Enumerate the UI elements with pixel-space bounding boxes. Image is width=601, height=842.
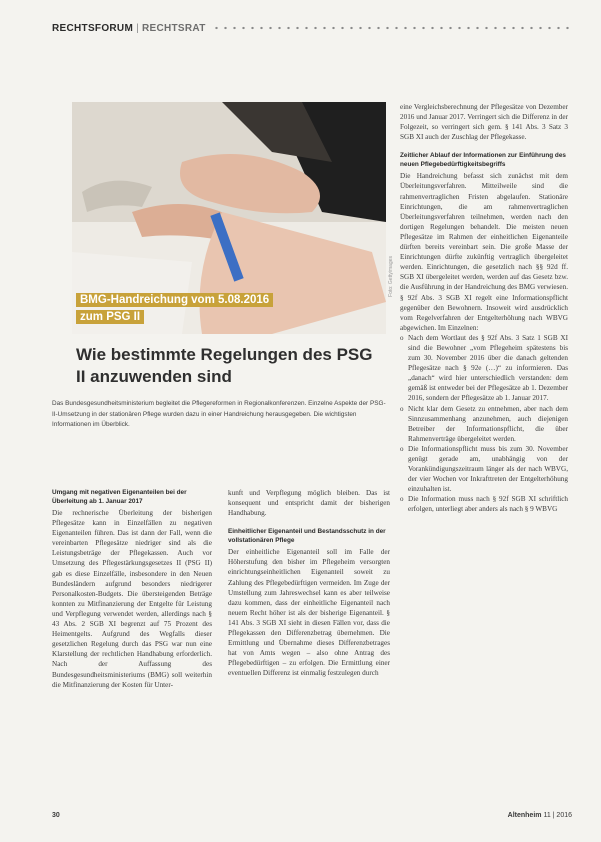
article-lead: Das Bundesgesundheitsministerium begleitet die Pflegereformen in Regionalkonferenzen. Einzelne Aspekte der PSG-II-Umsetzung in der stationären Pflege wurden dazu in einer Handreichung herausgegeben. Die wichtigsten Informationen im Überblick. — [52, 400, 386, 428]
column-1 — [52, 488, 212, 690]
photo-caption — [76, 292, 276, 326]
info-bullet-list — [400, 333, 568, 515]
list-item: o Nach dem Wortlaut des § 92f Abs. 3 Satz 1 SGB XI sind die Bewohner „vom Pflegeheim spätestens bis zum 30. November 2016 über die danach geltenden Pflegesätze nach § 92e (…)“ zu informieren. Das „danach“ wird hier unterschiedlich verstanden: dem gemäß ist entweder bei der Pflegesätze ab 1. Dezember 2016, sondern der Pflegesätze ab 1. Januar 2017. — [400, 333, 568, 404]
header-separator: | — [136, 22, 139, 34]
page-number: 30 — [52, 812, 60, 819]
column-2-text-1: kunft und Verpflegung möglich bleiben. Das ist konsequent und entspricht damit der bisherigen Handhabung. — [228, 489, 390, 518]
subsection-label: RECHTSRAT — [141, 22, 206, 34]
running-header — [52, 20, 572, 36]
subheading-negative-eigenanteile: Umgang mit negativen Eigenanteilen bei der Überleitung ab 1. Januar 2017 — [52, 489, 187, 505]
column-3 — [400, 102, 568, 515]
section-label: RECHTSFORUM — [52, 22, 134, 34]
photo-caption-text: BMG-Handreichung vom 5.08.2016 zum PSG II — [76, 293, 273, 324]
subheading-zeitlicher-ablauf: Zeitlicher Ablauf der Informationen zur Einführung des neuen Pflegebedürftigkeitsbegriffs — [400, 152, 566, 169]
issue-number: 11 | 2016 — [543, 812, 572, 819]
column-3-text-1: eine Vergleichsberechnung der Pflegesätze von Dezember 2016 und Januar 2017. Verringert sich die Differenz in der Folgezeit, so verringert sich gem. § 141 Abs. 3 Satz 3 SGB XI auch der Zuschlag der Pflegekasse. — [400, 103, 568, 142]
column-3-text-2: Die Handreichung befasst sich zunächst mit dem Überleitungsverfahren. Mitteilweile sind die rahmenvertraglichen Fristen abgelaufen. Stationäre Einrichtungen, die am rahmenvertraglichen Überleitungsverfahren teilnehmen, werden nach den dortigen Regelungen behandelt. Die meisten neuen Pflegesätze im Rahmen der einheitlichen Eigenanteile dürften bereits vereinbart sein. Die große Masse der Einrichtungen dürfte zukünftig vertraglich übergeleitet werden. Einrichtungen, die gesetzlich nach §§ 92d ff. SGB XI übergeleitet werden, werden auf das Gesetz bzw. die Ausführung in der Handreichung des BMG verwiesen. § 92f Abs. 3 SGB XI regelt eine Informationspflicht gegenüber den Bewohnern. Insoweit wird ausdrücklich vom Regelverfahren der Entgelterhöhung nach WBVG abgewichen. Im Einzelnen: — [400, 172, 568, 332]
magazine-info — [508, 812, 572, 819]
column-2-text-2: Der einheitliche Eigenanteil soll im Falle der Höherstufung den bisher im Pflegeheim versorgten einrichtungseinheitlichen Eigenanteil soweit zu Zahlung des Pflegebedürftigen vermeiden. Im Zuge der Umstellung zum Jahreswechsel kann es aber teilweise dazu kommen, dass der einheitliche Eigenanteil nach neuem Recht höher ist als der bisherige Eigenanteil. § 141 Abs. 3 SGB XI sieht in diesen Fällen vor, dass die Pflegekassen den Differenzbetrag übernehmen. Die Ermittlung und Übernahme dieses Differenzbetrages hat von Amts wegen – also ohne Antrag des Pflegebedürftigen – zu erfolgen. Die Ermittlung einer eventuellen Differenz ist einmalig festzulegen durch — [228, 548, 390, 678]
list-item: o Die Informationspflicht muss bis zum 30. November genügt gerade am, unabhängig von der Vorankündigungszeitraum länger als der nach WBVG, der vier Wochen vor Inkrafttreten der Entgelterhöhung einzuhalten ist. — [400, 444, 568, 494]
photo-credit: Foto: Gettyimages — [388, 256, 394, 297]
magazine-name: Altenheim — [507, 812, 542, 819]
column-2 — [228, 488, 390, 679]
subheading-einheitlicher-eigenanteil: Einheitlicher Eigenanteil und Bestandsschutz in der vollstationären Pflege — [228, 528, 386, 545]
list-item: o Nicht klar dem Gesetz zu entnehmen, aber nach dem Sinnzusammenhang anzunehmen, auch diejenigen Betreiber der Informationspflicht, die über Rahmenverträge übergeleitet werden. — [400, 404, 568, 444]
list-item: o Die Information muss nach § 92f SGB XI schriftlich erfolgen, unterliegt aber anders als nach § 9 WBVG — [400, 494, 568, 514]
dotted-rule — [212, 26, 572, 30]
article-title: Wie bestimmte Regelungen des PSG II anzuwenden sind — [76, 345, 373, 386]
column-1-text: Die rechnerische Überleitung der bisherigen Pflegesätze kann in Einzelfällen zu negativen Eigenanteilen führen. Das ist dann der Fall, wenn die vereinbarten Pflegesätze niedriger sind als die Leistungsbeträge der Pflegekassen. Auch vor Umsetzung des Pflegestärkungsgesetzes II (PSG II) gab es diese Einzelfälle, insbesondere in den Neuen Bundesländern aufgrund besonders niedrigerer Personalkosten-Budgets. Die übersteigenden Beträge konnten zu Mitfinanzierung der Entgelte für Leistung und Verpflegung verwendet werden, allerdings nach § 43 Abs. 2 SGB XI begrenzt auf 75 Prozent des Heimentgelts. Aufgrund des Wegfalls dieser gesetzlichen Regelung durch das PSG war nun eine Klarstellung der rechtlichen Handhabung erforderlich. Nach der Auffassung des Bundesgesundheitsministeriums (BMG) soll weiterhin die Mitfinanzierung der Kosten für Unter- — [52, 509, 212, 689]
